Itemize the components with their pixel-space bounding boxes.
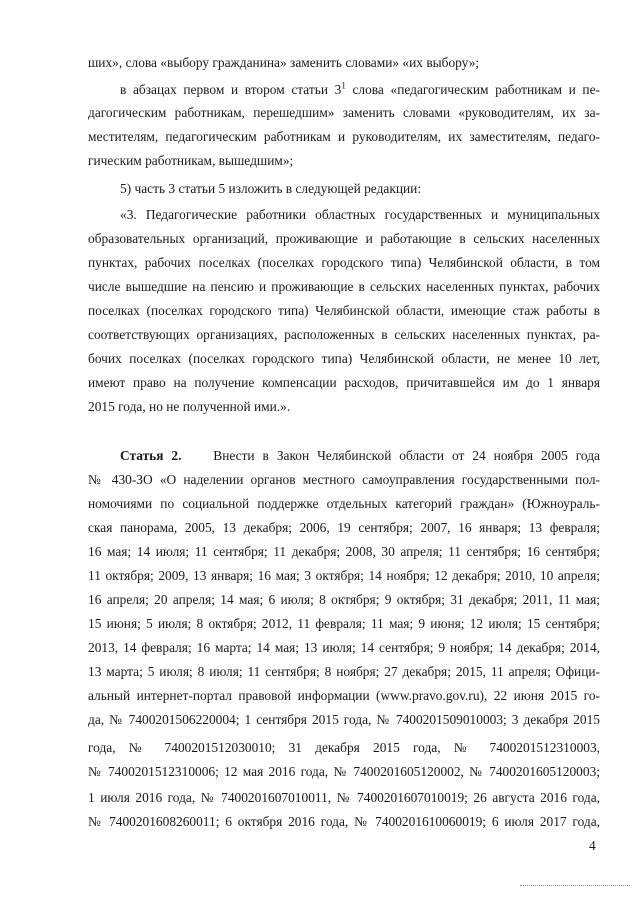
text-line: 13 марта; 5 июля; 8 июля; 11 сентября; 8 ноября; 27 декабря; 2015, 11 апреля; Офици- — [88, 664, 600, 679]
text-line: номочиями по социальной поддержке отдельных категорий граждан» (Южноураль- — [88, 496, 600, 511]
text-line: 16 апреля; 20 апреля; 14 мая; 6 июля; 8 октября; 9 октября; 31 декабря; 2011, 11 мая; — [88, 592, 600, 607]
text-line: года, № 7400201512030010; 31 декабря 2015 года, № 7400201512310003, — [88, 740, 600, 755]
text-line — [120, 82, 600, 98]
text-line: 1 июля 2016 года, № 7400201607010011, № 7400201607010019; 26 августа 2016 года, — [88, 790, 600, 805]
text-line: 2013, 14 февраля; 16 марта; 14 мая; 13 июля; 14 сентября; 9 ноября; 14 декабря; 2014, — [88, 640, 600, 655]
text-line: ших», слова «выбору гражданина» заменить словами» «их выбору»; — [88, 55, 480, 70]
text-line: № 7400201512310006; 12 мая 2016 года, № 7400201605120002, № 7400201605120003; — [88, 764, 600, 779]
text-fragment: Внести в Закон Челябинской области от 24 ноября 2005 года — [213, 448, 600, 463]
text-line: имеют право на получение компенсации расходов, причитавшейся им до 1 января — [88, 375, 600, 390]
text-line: 2015 года, но не полученной ими.». — [88, 399, 291, 414]
text-line: дагогическим работникам, перешедшим» заменить словами «руководителям, их за- — [88, 105, 600, 120]
text-line: бочих поселках (поселках городского типа) Челябинской области, не менее 10 лет, — [88, 351, 600, 366]
text-line: местителям, педагогическим работникам и руководителям, их заместителям, педаго- — [88, 129, 600, 144]
text-fragment: слова «педагогическим работникам и пе- — [345, 82, 600, 97]
text-line: «3. Педагогические работники областных государственных и муниципальных — [120, 207, 600, 222]
article-heading-line — [120, 448, 600, 464]
page-number: 4 — [589, 838, 596, 853]
text-line: ская панорама, 2005, 13 декабря; 2006, 19 сентября; 2007, 16 января; 13 февраля; — [88, 520, 600, 535]
text-line: № 7400201608260011; 6 октября 2016 года, № 7400201610060019; 6 июля 2017 года, — [88, 814, 600, 829]
text-line: гическим работникам, вышедшим»; — [88, 153, 294, 168]
footer-divider — [520, 885, 630, 886]
text-line: пунктах, рабочих поселках (поселках городского типа) Челябинской области, в том — [88, 255, 600, 270]
text-line: поселках (поселках городского типа) Челябинской области, имеющие стаж работы в — [88, 303, 600, 318]
text-line: числе вышедшие на пенсию и проживающие в сельских населенных пунктах, рабочих — [88, 279, 600, 294]
text-line: альный интернет-портал правовой информации (www.pravo.gov.ru), 22 июня 2015 го- — [88, 688, 600, 703]
text-line: образовательных организаций, проживающие и работающие в сельских населенных — [88, 231, 600, 246]
text-line: № 430-ЗО «О наделении органов местного самоуправления государственными пол- — [88, 472, 600, 487]
text-line: соответствующих организациях, расположенных в сельских населенных пунктах, ра- — [88, 327, 600, 342]
superscript: 1 — [341, 80, 346, 91]
article-heading: Статья 2. — [120, 448, 182, 463]
text-line: 16 мая; 14 июля; 11 сентября; 11 декабря; 2008, 30 апреля; 11 сентября; 16 сентября; — [88, 544, 600, 559]
text-fragment: в абзацах первом и втором статьи 3 — [120, 82, 342, 97]
text-line: да, № 7400201506220004; 1 сентября 2015 года, № 7400201509010003; 3 декабря 2015 — [88, 712, 600, 727]
text-line: 5) часть 3 статьи 5 изложить в следующей редакции: — [120, 181, 422, 196]
text-line: 11 октября; 2009, 13 января; 16 мая; 3 октября; 14 ноября; 12 декабря; 2010, 10 апреля; — [88, 568, 600, 583]
text-line: 15 июня; 5 июля; 8 октября; 2012, 11 февраля; 11 мая; 9 июня; 12 июля; 15 сентября; — [88, 616, 600, 631]
